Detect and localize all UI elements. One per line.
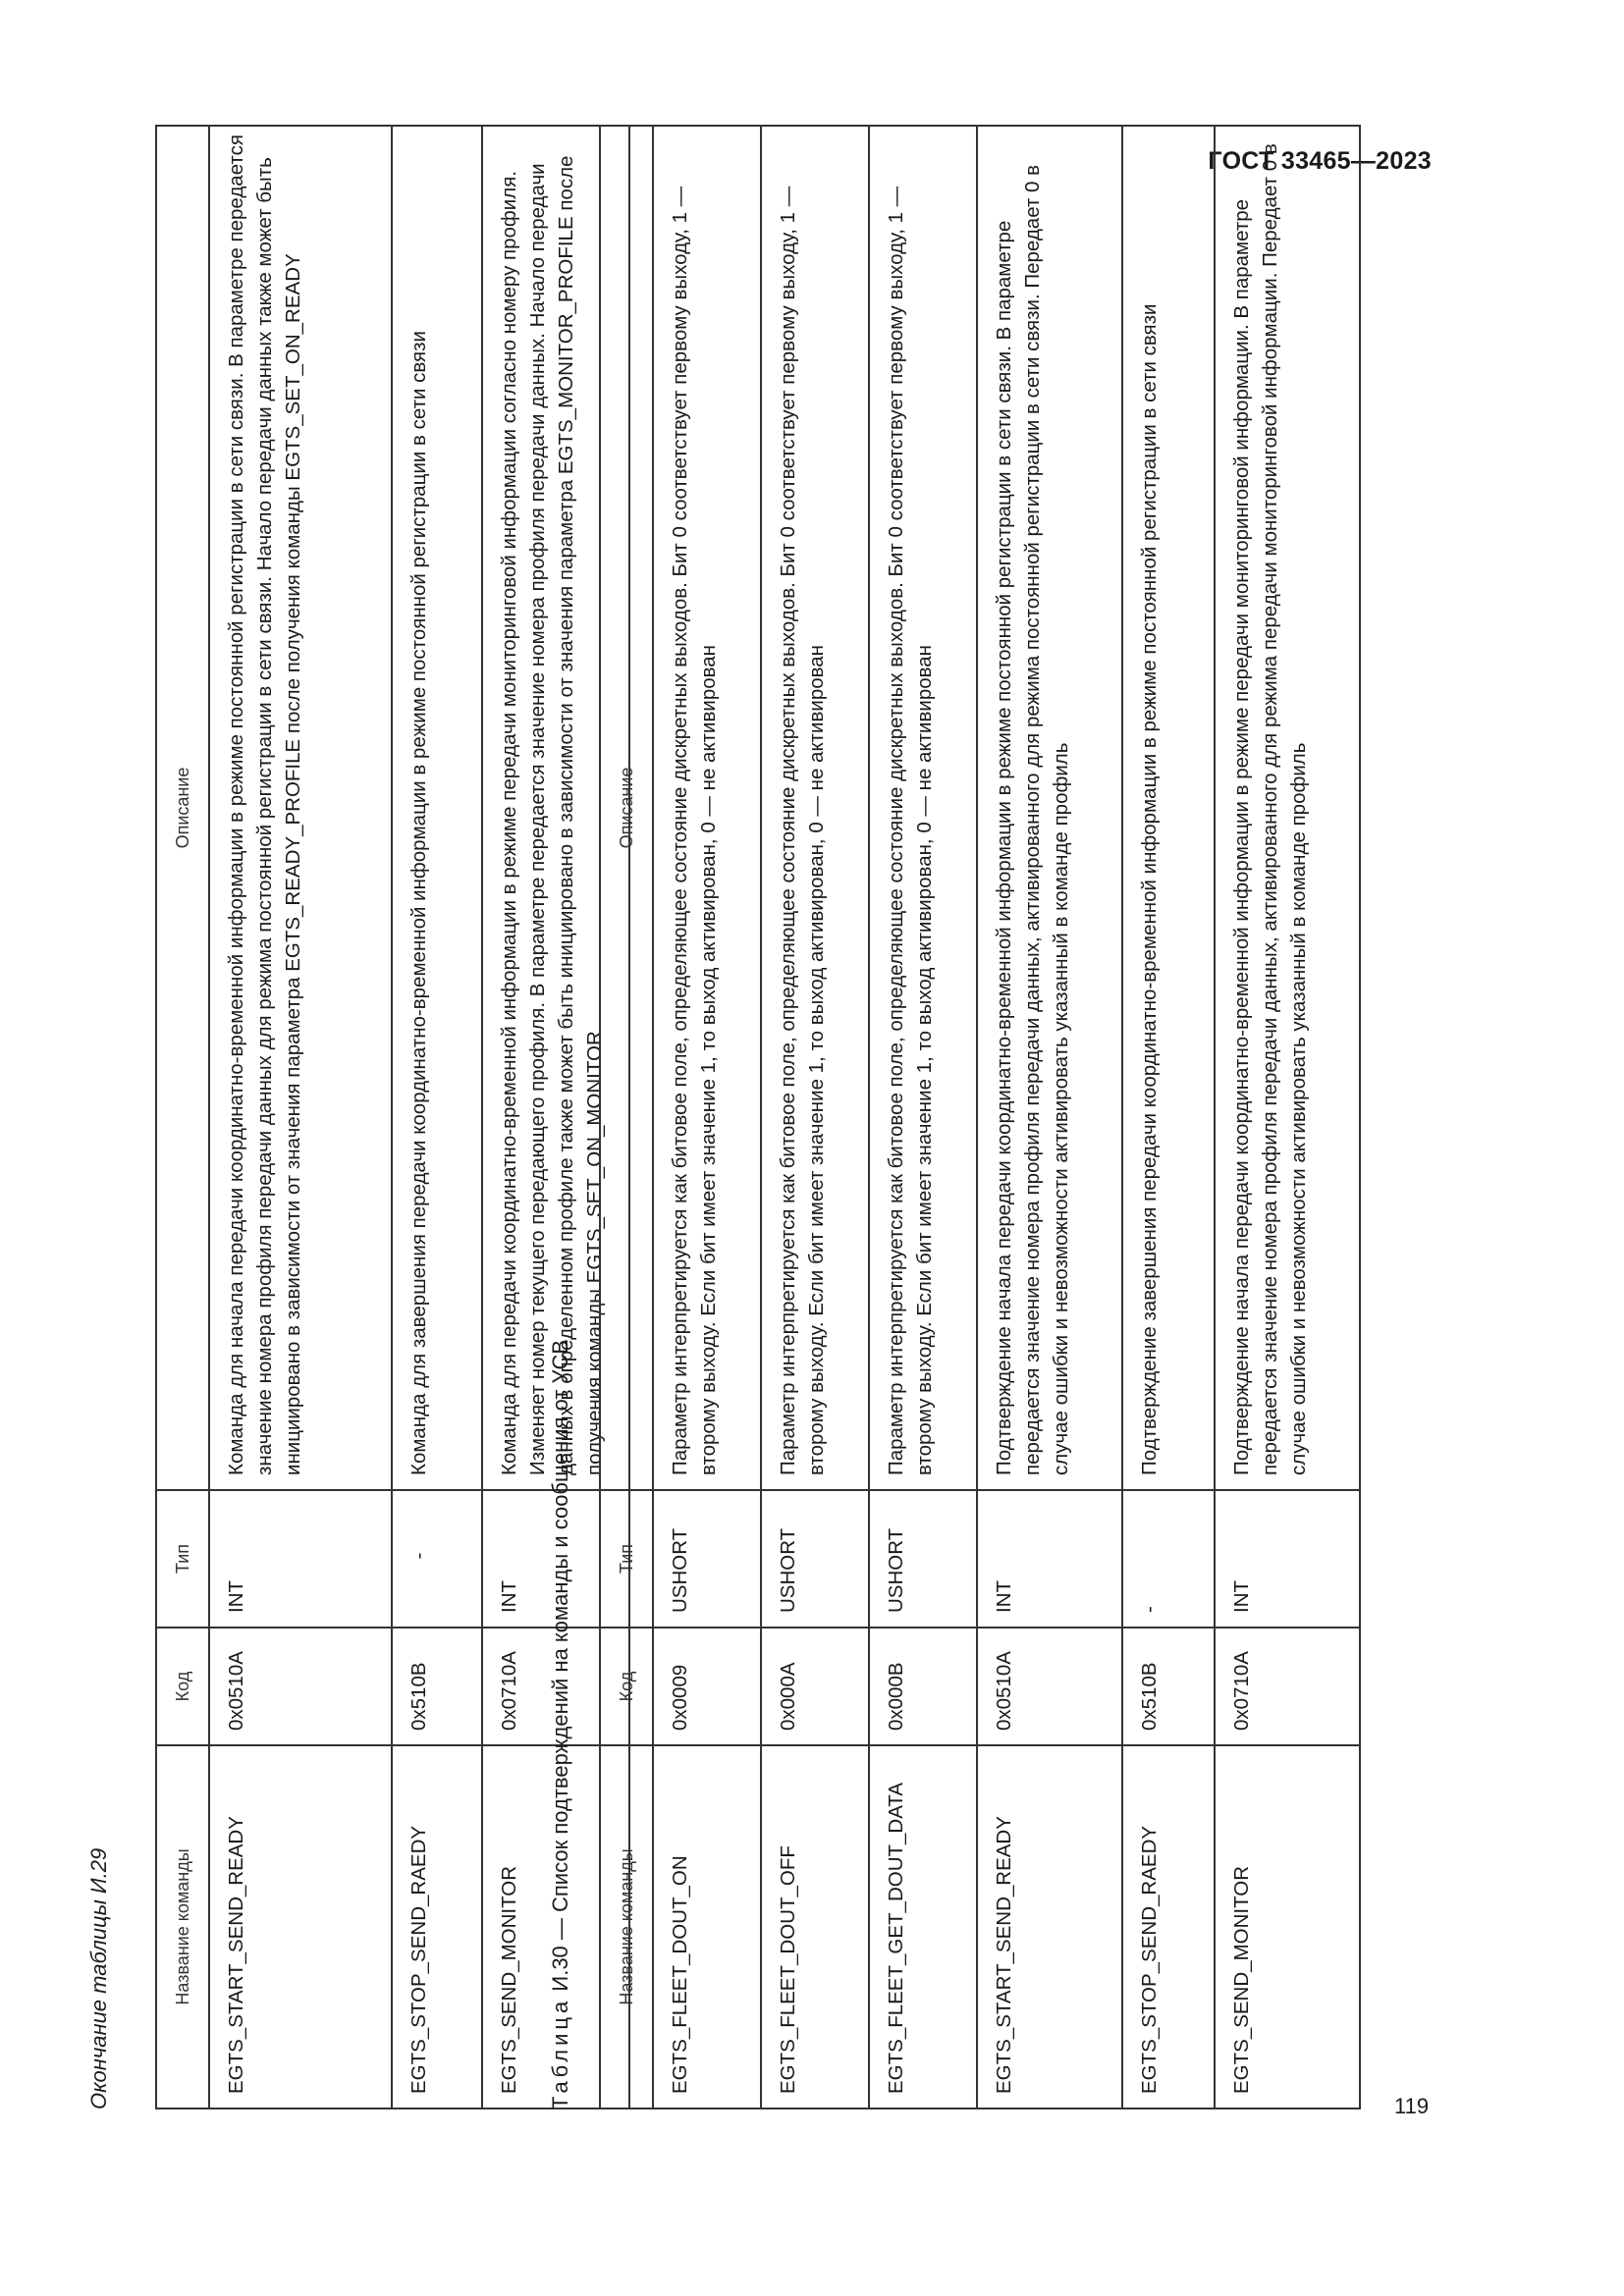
- table1-header-row: [156, 126, 209, 2109]
- cell-name: EGTS_STOP_SEND_RAEDY: [1122, 1745, 1215, 2109]
- cell-name: EGTS_START_SEND_READY: [209, 1745, 392, 2109]
- table2-caption-label: Таблица: [548, 1997, 572, 2109]
- cell-description: Подтверждение начала передачи координатно-временной информации в режиме постоянной регистрации в сети связи. В параметре передается значение номера профиля передачи данных, активированного для режима постоянной регистрации в сети связи. Передает 0 в случае ошибки и невозможности активировать указанный в команде профиль: [977, 126, 1122, 1490]
- table-row: [1122, 126, 1215, 2109]
- column-header-type: Тип: [600, 1490, 653, 1628]
- table-row: [761, 126, 869, 2109]
- cell-type: USHORT: [653, 1490, 761, 1628]
- cell-type: INT: [977, 1490, 1122, 1628]
- cell-type: INT: [1215, 1490, 1360, 1628]
- cell-code: 0x510B: [392, 1628, 482, 1745]
- table-row: [869, 126, 977, 2109]
- cell-name: EGTS_SEND_MONITOR: [1215, 1745, 1360, 2109]
- table2-caption: [548, 1340, 573, 2109]
- page-number: 119: [1394, 2094, 1430, 2118]
- cell-type: INT: [482, 1490, 629, 1628]
- column-header-description: Описание: [600, 126, 653, 1490]
- table-row: [977, 126, 1122, 2109]
- cell-type: USHORT: [761, 1490, 869, 1628]
- cell-description: Команда для передачи координатно-временной информации в режиме передачи мониторинговой информации согласно номеру профиля. Изменяет номер текущего передающего профиля. В параметре передается значение номера профиля передачи данных. Начало передачи данных в определенном профиле также может быть инициировано в зависимости от значения параметра EGTS_MONITOR_PROFILE после получения команды EGTS_SET_ON_MONITOR: [482, 126, 629, 1490]
- cell-type: USHORT: [869, 1490, 977, 1628]
- cell-code: 0x000B: [869, 1628, 977, 1745]
- cell-description: Параметр интерпретируется как битовое поле, определяющее состояние дискретных выходов. Бит 0 соответствует первому выходу, 1 — второму выходу. Если бит имеет значение 1, то выход активирован, 0 — не активирован: [653, 126, 761, 1490]
- cell-description: Параметр интерпретируется как битовое поле, определяющее состояние дискретных выходов. Бит 0 соответствует первому выходу, 1 — второму выходу. Если бит имеет значение 1, то выход активирован, 0 — не активирован: [761, 126, 869, 1490]
- cell-code: 0x510B: [1122, 1628, 1215, 1745]
- cell-code: 0x0510A: [977, 1628, 1122, 1745]
- column-header-name: Название команды: [600, 1745, 653, 2109]
- cell-code: 0x000A: [761, 1628, 869, 1745]
- cell-type: -: [392, 1490, 482, 1628]
- table2: [599, 125, 1361, 2109]
- column-header-code: Код: [156, 1628, 209, 1745]
- column-header-name: Название команды: [156, 1745, 209, 2109]
- table2-caption-text: И.30 — Список подтверждений на команды и сообщения от УСВ: [548, 1339, 572, 1992]
- column-header-description: Описание: [156, 126, 209, 1490]
- cell-description: Параметр интерпретируется как битовое поле, определяющее состояние дискретных выходов. Бит 0 соответствует первому выходу, 1 — второму выходу. Если бит имеет значение 1, то выход активирован, 0 — не активирован: [869, 126, 977, 1490]
- cell-code: 0x0009: [653, 1628, 761, 1745]
- cell-description: Подтверждение начала передачи координатно-временной информации в режиме передачи мониторинговой информации. В параметре передается значение номера профиля передачи данных, активированного для режима передачи мониторинговой информации. Передает 0 в случае ошибки и невозможности активировать указанный в команде профиль: [1215, 126, 1360, 1490]
- cell-name: EGTS_SEND_MONITOR: [482, 1745, 629, 2109]
- rotated-content: [86, 113, 1423, 2109]
- cell-description: Подтверждение завершения передачи координатно-временной информации в режиме постоянной регистрации в сети связи: [1122, 126, 1215, 1490]
- table-row: [653, 126, 761, 2109]
- cell-code: 0x0510A: [209, 1628, 392, 1745]
- cell-description: Команда для завершения передачи координатно-временной информации в режиме постоянной регистрации в сети связи: [392, 126, 482, 1490]
- column-header-type: Тип: [156, 1490, 209, 1628]
- table-row: [1215, 126, 1360, 2109]
- cell-code: 0x0710A: [1215, 1628, 1360, 1745]
- cell-type: INT: [209, 1490, 392, 1628]
- cell-code: 0x0710A: [482, 1628, 629, 1745]
- cell-type: -: [1122, 1490, 1215, 1628]
- cell-name: EGTS_START_SEND_READY: [977, 1745, 1122, 2109]
- table2-header-row: [600, 126, 653, 2109]
- cell-name: EGTS_STOP_SEND_RAEDY: [392, 1745, 482, 2109]
- cell-name: EGTS_FLEET_DOUT_ON: [653, 1745, 761, 2109]
- column-header-code: Код: [600, 1628, 653, 1745]
- cell-description: Команда для начала передачи координатно-временной информации в режиме постоянной регистрации в сети связи. В параметре передается значение номера профиля передачи данных для режима постоянной регистрации в сети связи. Начало передачи данных также может быть инициировано в зависимости от значения параметра EGTS_READY_PROFILE после получения команды EGTS_SET_ON_READY: [209, 126, 392, 1490]
- cell-name: EGTS_FLEET_GET_DOUT_DATA: [869, 1745, 977, 2109]
- table1-caption: Окончание таблицы И.29: [86, 1847, 111, 2109]
- cell-name: EGTS_FLEET_DOUT_OFF: [761, 1745, 869, 2109]
- table-row: [209, 126, 392, 2109]
- table-row: [392, 126, 482, 2109]
- document-header: ГОСТ 33465—2023: [1208, 147, 1432, 175]
